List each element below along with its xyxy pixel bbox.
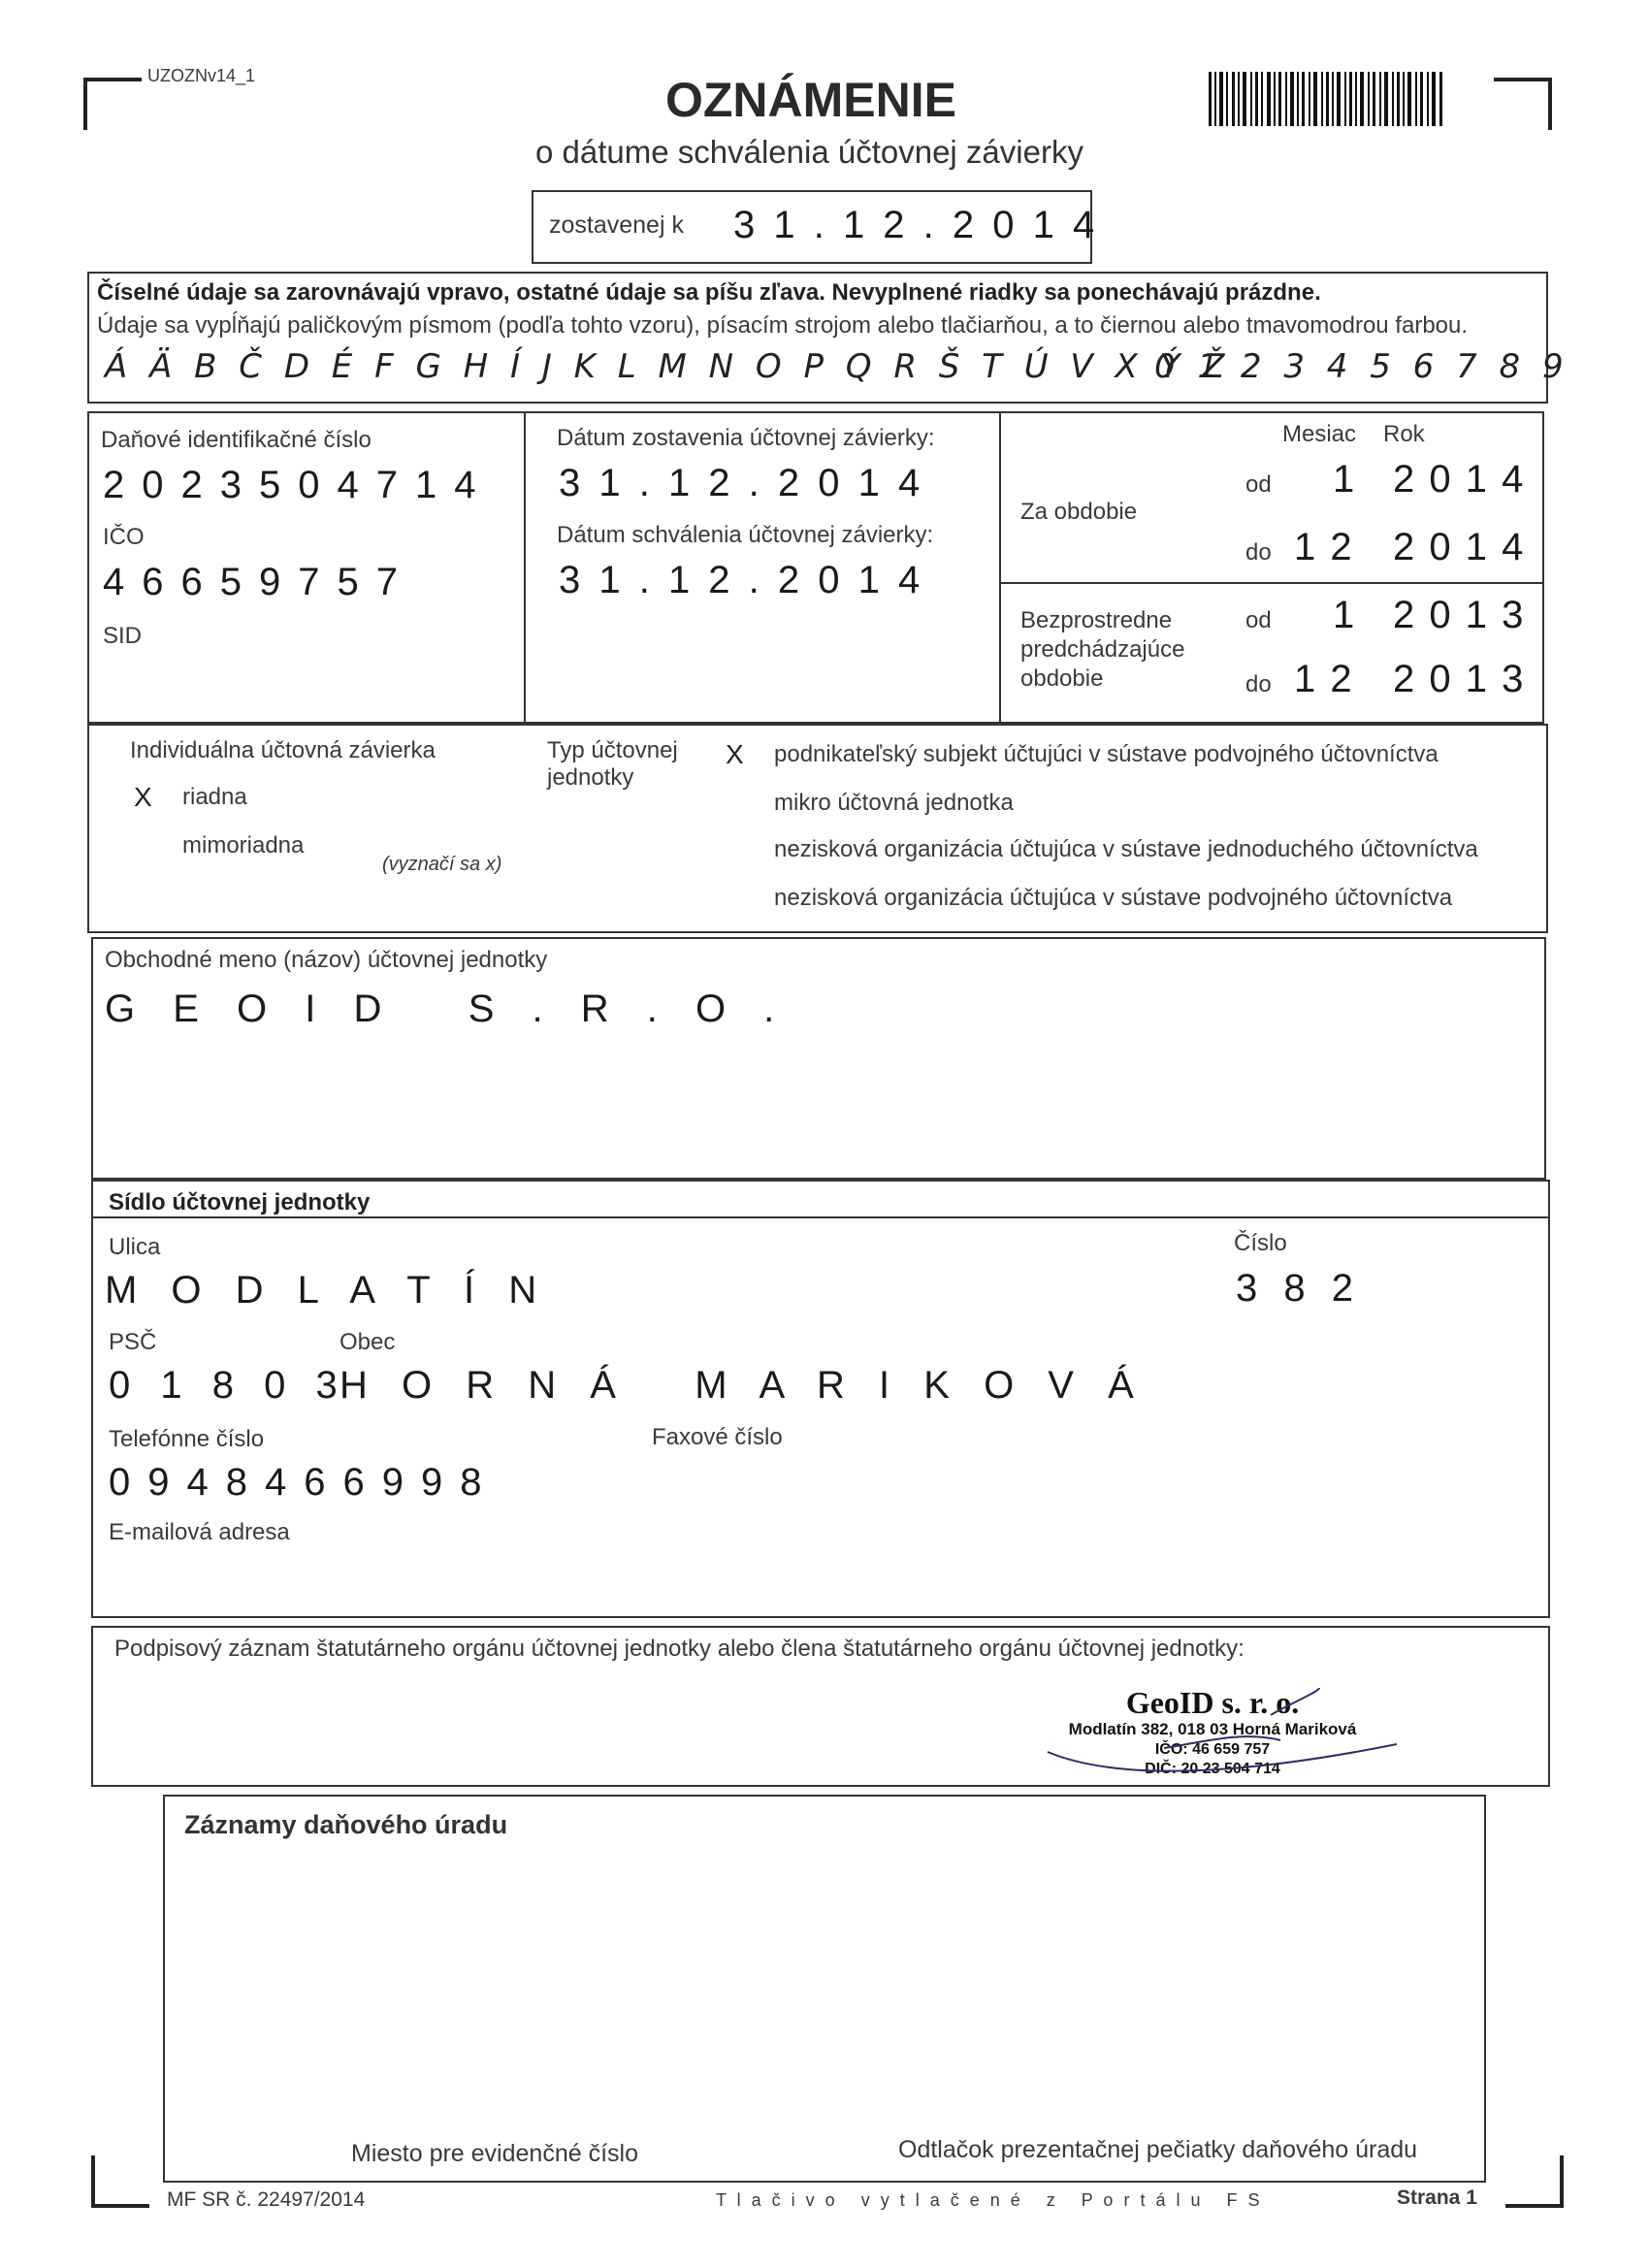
number-label: Číslo — [1234, 1230, 1287, 1256]
unit-type-option-2: mikro účtovná jednotka — [774, 790, 1014, 816]
stamp-dic: DIČ: 20 23 504 714 — [1145, 1761, 1280, 1777]
current-period-label: Za obdobie — [1020, 499, 1138, 525]
unit-type-option-1: podnikateľský subjekt účtujúci v sústave podvojného účtovníctva — [774, 741, 1439, 767]
previous-to-year: 2 0 1 3 — [1393, 658, 1526, 700]
dic-label: Daňové identifikačné číslo — [101, 427, 372, 453]
current-from-month: 1 — [1333, 458, 1357, 501]
approved-date-label: Dátum schválenia účtovnej závierky: — [557, 522, 934, 548]
mark-hint: (vyznačí sa x) — [382, 854, 502, 875]
number-value: 3 8 2 — [1236, 1267, 1361, 1310]
compiled-date-value: 3 1 . 1 2 . 2 0 1 4 — [733, 204, 1099, 246]
city-value: H O R N Á M A R I K O V Á — [340, 1364, 1146, 1407]
corner-mark-top-right — [1494, 78, 1552, 130]
unit-type-label-2: jednotky — [547, 764, 634, 791]
unit-type-label-1: Typ účtovnej — [547, 737, 678, 763]
fax-label: Faxové číslo — [652, 1424, 783, 1450]
current-to-month: 1 2 — [1294, 526, 1354, 568]
form-code: UZOZNv14_1 — [147, 66, 256, 85]
previous-from-month: 1 — [1333, 594, 1357, 636]
instructions-line-1: Číselné údaje sa zarovnávajú vpravo, ostatné údaje sa píšu zľava. Nevyplnené riadky sa ponechávajú prázdne. — [97, 279, 1321, 306]
stamp-company-name: GeoID s. r. o. — [1125, 1685, 1300, 1720]
phone-value: 0948466998 — [109, 1461, 500, 1504]
previous-period-label-2: predchádzajúce — [1020, 636, 1185, 663]
form-subtitle: o dátume schválenia účtovnej závierky — [535, 134, 1083, 170]
compiled-date-field-value: 3 1 . 1 2 . 2 0 1 4 — [559, 462, 924, 504]
compiled-date-label: zostavenej k — [549, 211, 684, 239]
current-from-label: od — [1245, 471, 1272, 498]
ico-label: IČO — [103, 524, 145, 550]
stamp-address: Modlatín 382, 018 03 Horná Mariková — [1068, 1720, 1357, 1738]
unit-type-checkmark[interactable]: X — [726, 739, 744, 769]
footer-form-reference: MF SR č. 22497/2014 — [167, 2188, 366, 2211]
form-title: OZNÁMENIE — [665, 73, 956, 127]
psc-label: PSČ — [109, 1329, 157, 1355]
corner-mark-bottom-left — [91, 2155, 149, 2208]
city-label: Obec — [340, 1329, 396, 1355]
regular-checkmark[interactable]: X — [134, 782, 152, 812]
previous-period-label-3: obdobie — [1020, 665, 1104, 692]
entity-name-label: Obchodné meno (názov) účtovnej jednotky — [105, 947, 548, 973]
signature-label: Podpisový záznam štatutárneho orgánu účtovnej jednotky alebo člena štatutárneho orgánu účtovnej jednotky: — [114, 1636, 1245, 1662]
psc-value: 0 1 8 0 3 — [109, 1364, 347, 1407]
month-header: Mesiac — [1282, 421, 1357, 447]
registry-number-label: Miesto pre evidenčné číslo — [351, 2140, 638, 2167]
entity-name-value: G E O I D S . R . O . — [105, 988, 789, 1030]
instructions-line-2: Údaje sa vypĺňajú paličkovým písmom (podľa tohto vzoru), písacím strojom alebo tlačiarňou, a to čiernou alebo tmavomodrou farbou. — [97, 312, 1469, 339]
street-value: M O D L A T Í N — [105, 1269, 549, 1312]
compiled-date-field-label: Dátum zostavenia účtovnej závierky: — [557, 425, 935, 451]
corner-mark-bottom-right — [1505, 2155, 1564, 2208]
email-label: E-mailová adresa — [109, 1519, 290, 1545]
previous-from-label: od — [1245, 607, 1272, 633]
phone-label: Telefónne číslo — [109, 1426, 265, 1452]
previous-to-month: 1 2 — [1294, 658, 1354, 700]
dic-value: 2023504714 — [103, 464, 494, 506]
sample-letters: Á Ä B Č D É F G H Í J K L M N O P Q R Š T Ú V X Ý Ž — [105, 347, 1231, 386]
ico-value: 46659757 — [103, 561, 415, 603]
previous-from-year: 2 0 1 3 — [1393, 594, 1526, 636]
tax-stamp-label: Odtlačok prezentačnej pečiatky daňového úradu — [898, 2136, 1418, 2163]
sample-digits: 0 1 2 3 4 5 6 7 8 9 — [1154, 347, 1569, 386]
signature-scribble — [1028, 1684, 1416, 1791]
sid-label: SID — [103, 623, 143, 649]
year-header: Rok — [1383, 421, 1425, 447]
barcode — [1209, 72, 1445, 126]
current-to-label: do — [1245, 539, 1272, 566]
previous-to-label: do — [1245, 671, 1272, 697]
address-section-label: Sídlo účtovnej jednotky — [109, 1189, 371, 1215]
unit-type-option-3: nezisková organizácia účtujúca v sústave jednoduchého účtovníctva — [774, 836, 1478, 862]
stamp-ico: IČO: 46 659 757 — [1154, 1741, 1271, 1758]
corner-mark-top-left — [83, 78, 142, 130]
tax-office-section — [163, 1795, 1486, 2183]
footer-portal-note: T l a č i v o v y t l a č e n é z P o r t á l u F S — [716, 2190, 1263, 2210]
regular-option-label: riadna — [182, 784, 247, 810]
unit-type-option-4: nezisková organizácia účtujúca v sústave podvojného účtovníctva — [774, 885, 1453, 911]
street-label: Ulica — [109, 1234, 161, 1260]
current-from-year: 2 0 1 4 — [1393, 458, 1526, 501]
approved-date-value: 3 1 . 1 2 . 2 0 1 4 — [559, 559, 924, 601]
individual-statement-label: Individuálna účtovná závierka — [130, 737, 436, 763]
tax-office-label: Záznamy daňového úradu — [184, 1810, 508, 1839]
previous-period-label-1: Bezprostredne — [1020, 607, 1173, 633]
footer-page-number: Strana 1 — [1397, 2187, 1477, 2209]
current-to-year: 2 0 1 4 — [1393, 526, 1526, 568]
extraordinary-option-label: mimoriadna — [182, 832, 305, 859]
